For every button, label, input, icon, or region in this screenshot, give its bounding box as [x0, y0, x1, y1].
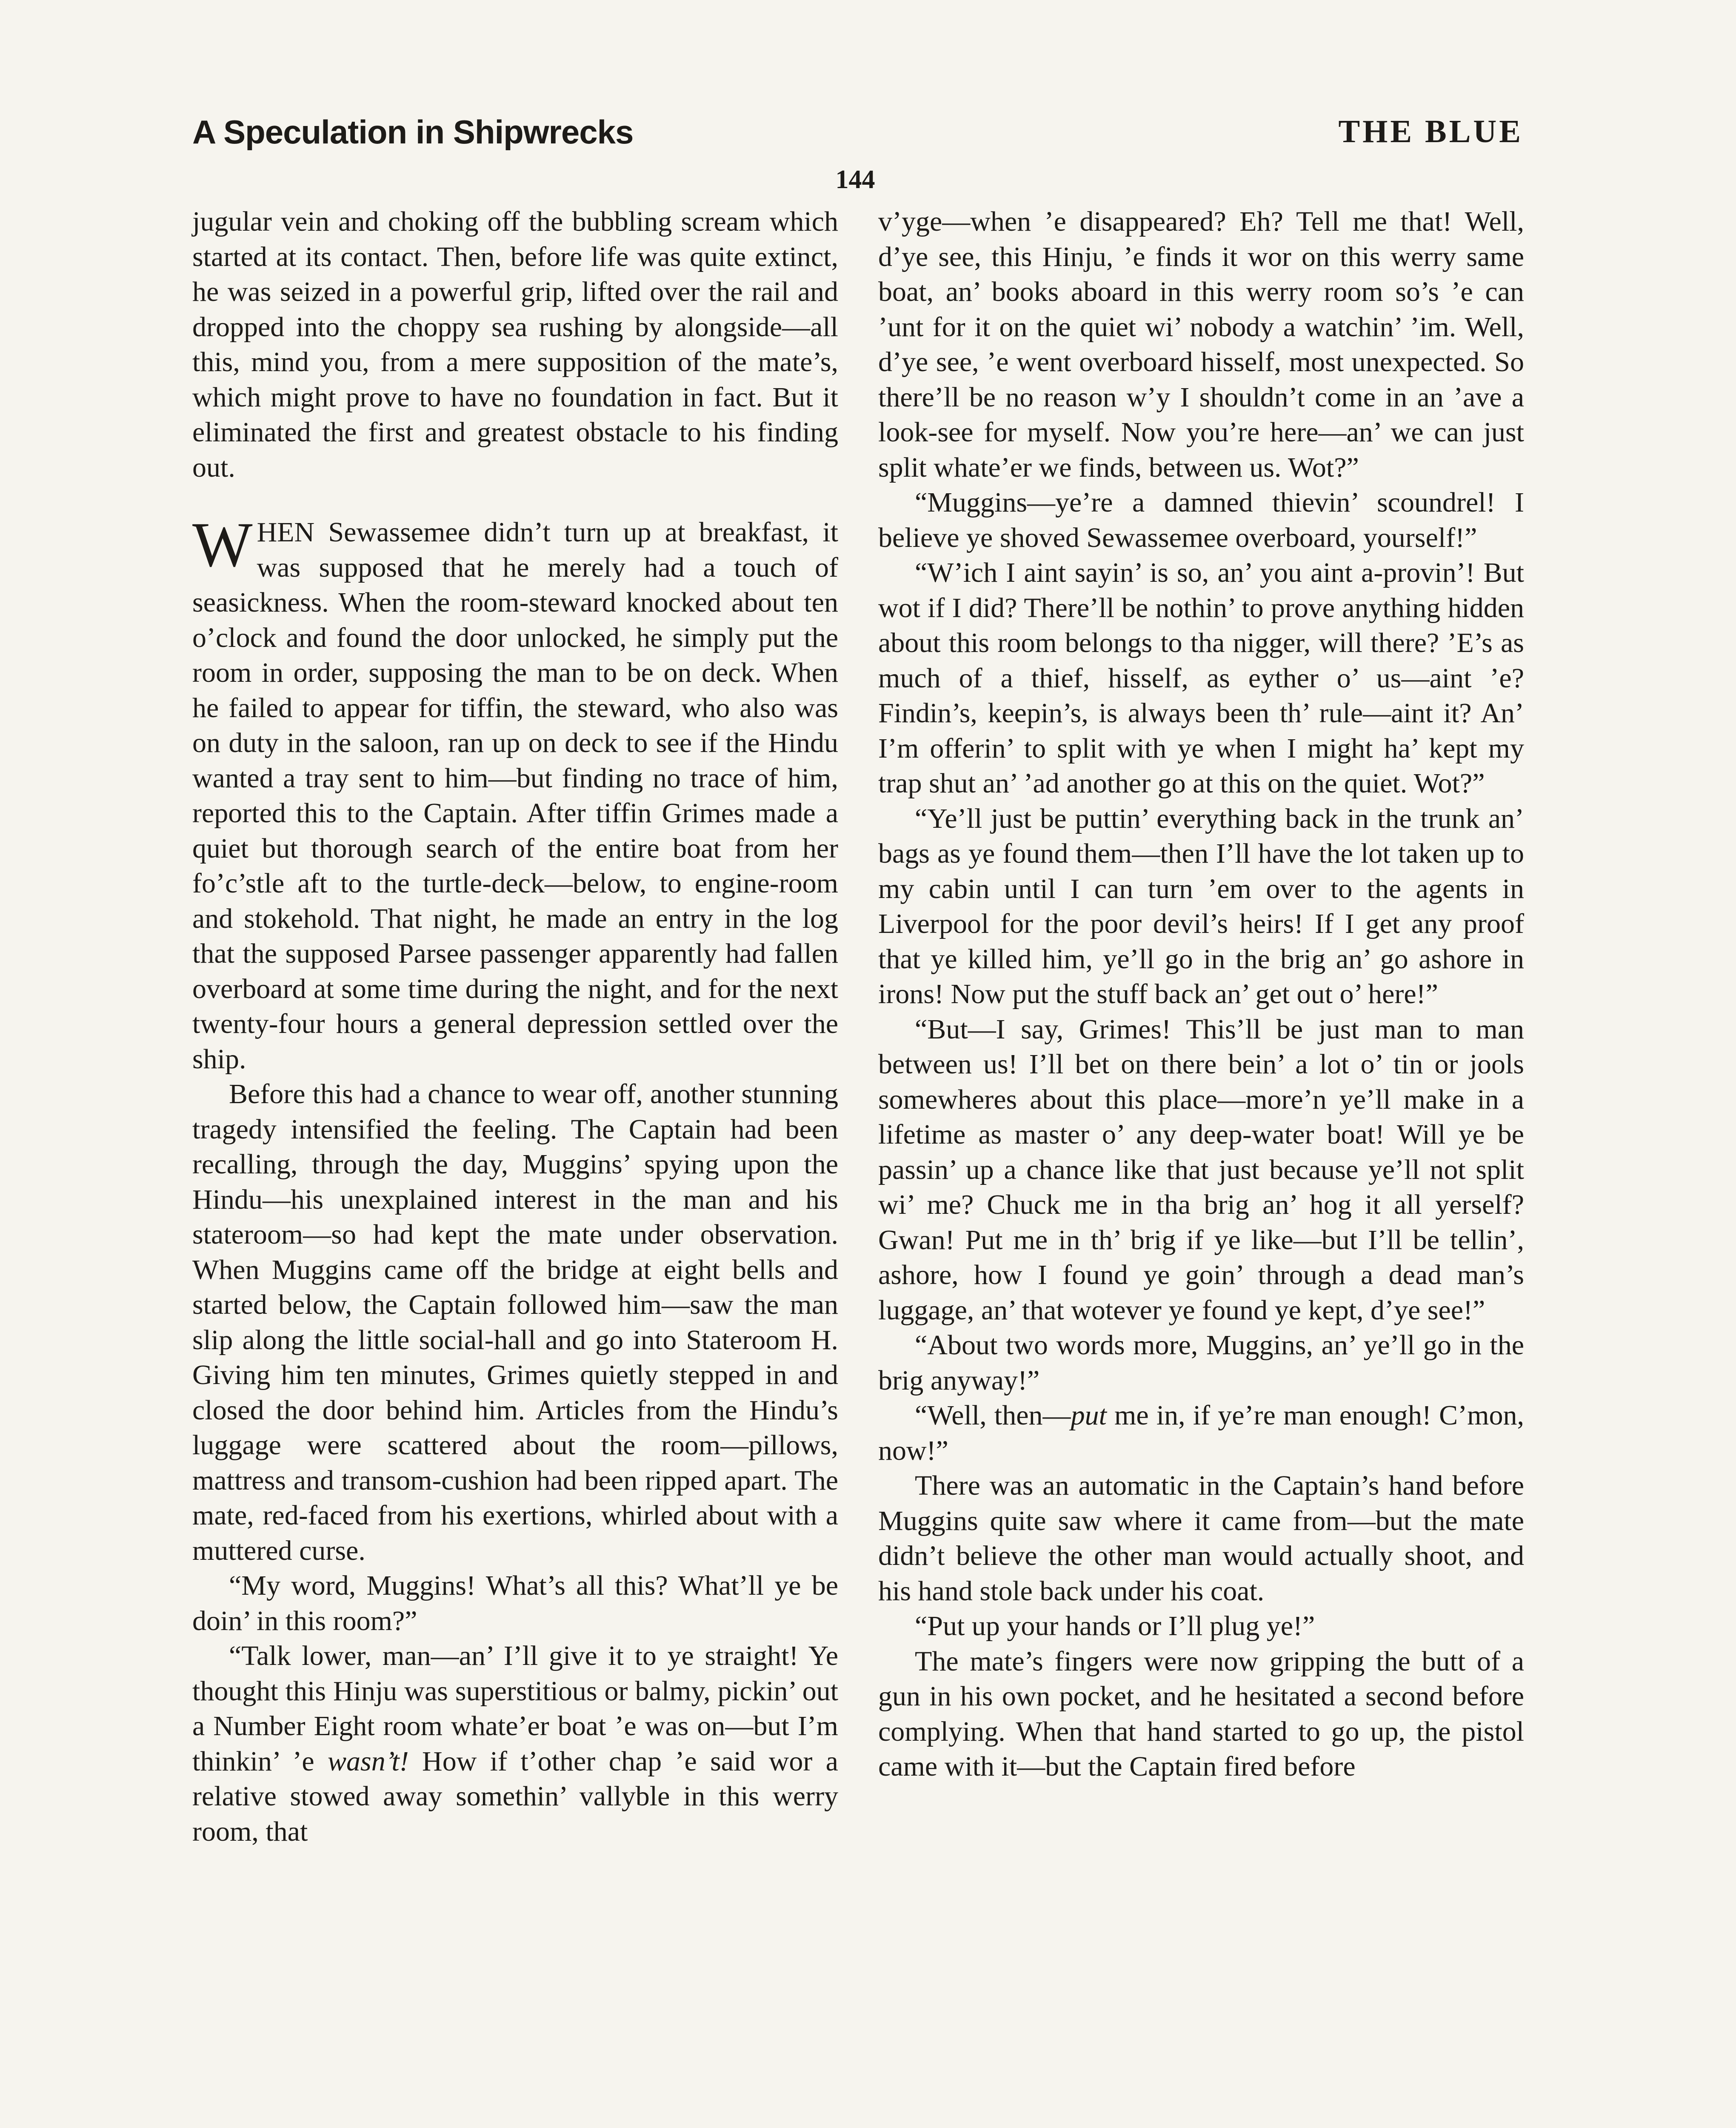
paragraph: There was an automatic in the Captain’s hand before Muggins quite saw where it came from—but the mate didn’t believe the other man would actually shoot, and his hand stole back under his coat. — [878, 1470, 1524, 1607]
paragraph: “Ye’ll just be puttin’ everything back in the trunk an’ bags as ye found them—then I’ll have the lot taken up to my cabin until I can turn ’em over to the agents in Liverpool for the poor devil’s heirs! If I get any proof that ye killed him, ye’ll go in the brig an’ go ashore in irons! Now put the stuff back an’ get out o’ here!” — [878, 803, 1524, 1010]
emphasis-text: put — [1071, 1400, 1107, 1431]
paragraph-with-dropcap — [192, 509, 838, 1077]
paragraph-text: “Talk lower, man—an’ I’ll give it to ye straight! Ye thought this Hinju was superstitious or balmy, pickin’ out a Number Eight room whate’er boat ’e was on—but I’m thinkin’ ’e — [192, 1640, 838, 1777]
paragraph: “Put up your hands or I’ll plug ye!” — [915, 1610, 1315, 1642]
paragraph: “Muggins—ye’re a damned thievin’ scoundrel! I believe ye shoved Sewassemee overboard, yourself!” — [878, 487, 1524, 553]
paragraph-text: “Well, then— — [915, 1400, 1071, 1431]
section-break — [192, 485, 838, 515]
page-number: 144 — [835, 165, 875, 194]
paragraph: Before this had a chance to wear off, another stunning tragedy intensified the feeling. The Captain had been recalling, through the day, Muggins’ spying upon the Hindu—his unexplained interest in the man and his stateroom—so had kept the mate under observation. When Muggins came off the bridge at eight bells and started below, the Captain followed him—saw the man slip along the little social-hall and go into Stateroom H. Giving him ten minutes, Grimes quietly stepped in and closed the door behind him. Articles from the Hindu’s luggage were scattered about the room—pillows, mattress and transom-cushion had been ripped apart. The mate, red-faced from his exertions, whirled about with a muttered curse. — [192, 1078, 838, 1566]
running-header-title: A Speculation in Shipwrecks — [192, 113, 634, 151]
emphasis-text: wasn’t! — [328, 1745, 409, 1777]
paragraph: “About two words more, Muggins, an’ ye’ll go in the brig anyway!” — [878, 1330, 1524, 1396]
paragraph: “W’ich I aint sayin’ is so, an’ you aint a-provin’! But wot if I did? There’ll be nothin’ to prove anything hidden about this room belongs to tha nigger, will there? ’E’s as much of a thief, hisself, as eyther o’ us—aint ’e? Findin’s, keepin’s, is always been th’ rule—aint it? An’ I’m offerin’ to split with ye when I might ha’ kept my trap shut an’ ’ad another go at this on the quiet. Wot?” — [878, 557, 1524, 799]
paragraph-text: me in, if ye’re man enough! C’mon, now!” — [878, 1400, 1524, 1466]
paragraph: v’yge—when ’e disappeared? Eh? Tell me that! Well, d’ye see, this Hinju, ’e finds it wor on this werry same boat, an’ books aboard in this werry room so’s ’e can ’unt for it on the quiet wi’ nobody a watchin’ ’im. Well, d’ye see, ’e went overboard hisself, most unexpected. So there’ll be no reason w’y I shouldn’t come in an ’ave a look-see for myself. Now you’re here—an’ we can just split whate’er we finds, between us. Wot?” — [878, 206, 1524, 483]
paragraph: The mate’s fingers were now gripping the butt of a gun in his own pocket, and he hesitated a second before complying. When that hand started to go up, the pistol came with it—but the Captain fired before — [878, 1645, 1524, 1782]
paragraph: “But—I say, Grimes! This’ll be just man to man between us! I’ll bet on there bein’ a lot o’ tin or jools somewheres about this place—more’n ye’ll make in a lifetime as master o’ any deep-water boat! Will ye be passin’ up a chance like that just because ye’ll not split wi’ me? Chuck me in tha brig an’ hog it all yerself? Gwan! Put me in th’ brig if ye like—but I’ll be tellin’, ashore, how I found ye goin’ through a dead man’s luggage, an’ that wotever ye found ye kept, d’ye see!” — [878, 1013, 1524, 1326]
paragraph-text: How if t’other chap ’e said wor a relative stowed away somethin’ vallyble in this werry room, that — [192, 1745, 838, 1847]
paragraph: jugular vein and choking off the bubbling scream which started at its contact. Then, before life was quite extinct, he was seized in a powerful grip, lifted over the rail and dropped into the choppy sea rushing by alongside—all this, mind you, from a mere supposition of the mate’s, which might prove to have no foundation in fact. But it eliminated the first and greatest obstacle to his finding out. — [192, 206, 838, 483]
paragraph: “My word, Muggins! What’s all this? What’ll ye be doin’ in this room?” — [192, 1570, 838, 1636]
right-column — [878, 204, 1524, 2128]
paragraph — [878, 1398, 1524, 1468]
paragraph-text: HEN Sewassemee didn’t turn up at breakfast, it was supposed that he merely had a touch of seasickness. When the room-steward knocked about ten o’clock and found the door unlocked, he simply put the room in order, supposing the man to be on deck. When he failed to appear for tiffin, the steward, who also was on duty in the saloon, ran up on deck to see if the Hindu wanted a tray sent to him—but finding no trace of him, reported this to the Captain. After tiffin Grimes made a quiet but thorough search of the entire boat from her fo’c’stle aft to the turtle-deck—below, to engine-room and stokehold. That night, he made an entry in the log that the supposed Parsee passenger apparently had fallen overboard at some time during the night, and for the next twenty-four hours a general depression settled over the ship. — [192, 517, 838, 1075]
paragraph — [192, 1639, 838, 1849]
left-column — [192, 204, 838, 2128]
drop-cap: W — [192, 509, 253, 580]
running-header-magazine: THE BLUE — [1338, 114, 1523, 149]
